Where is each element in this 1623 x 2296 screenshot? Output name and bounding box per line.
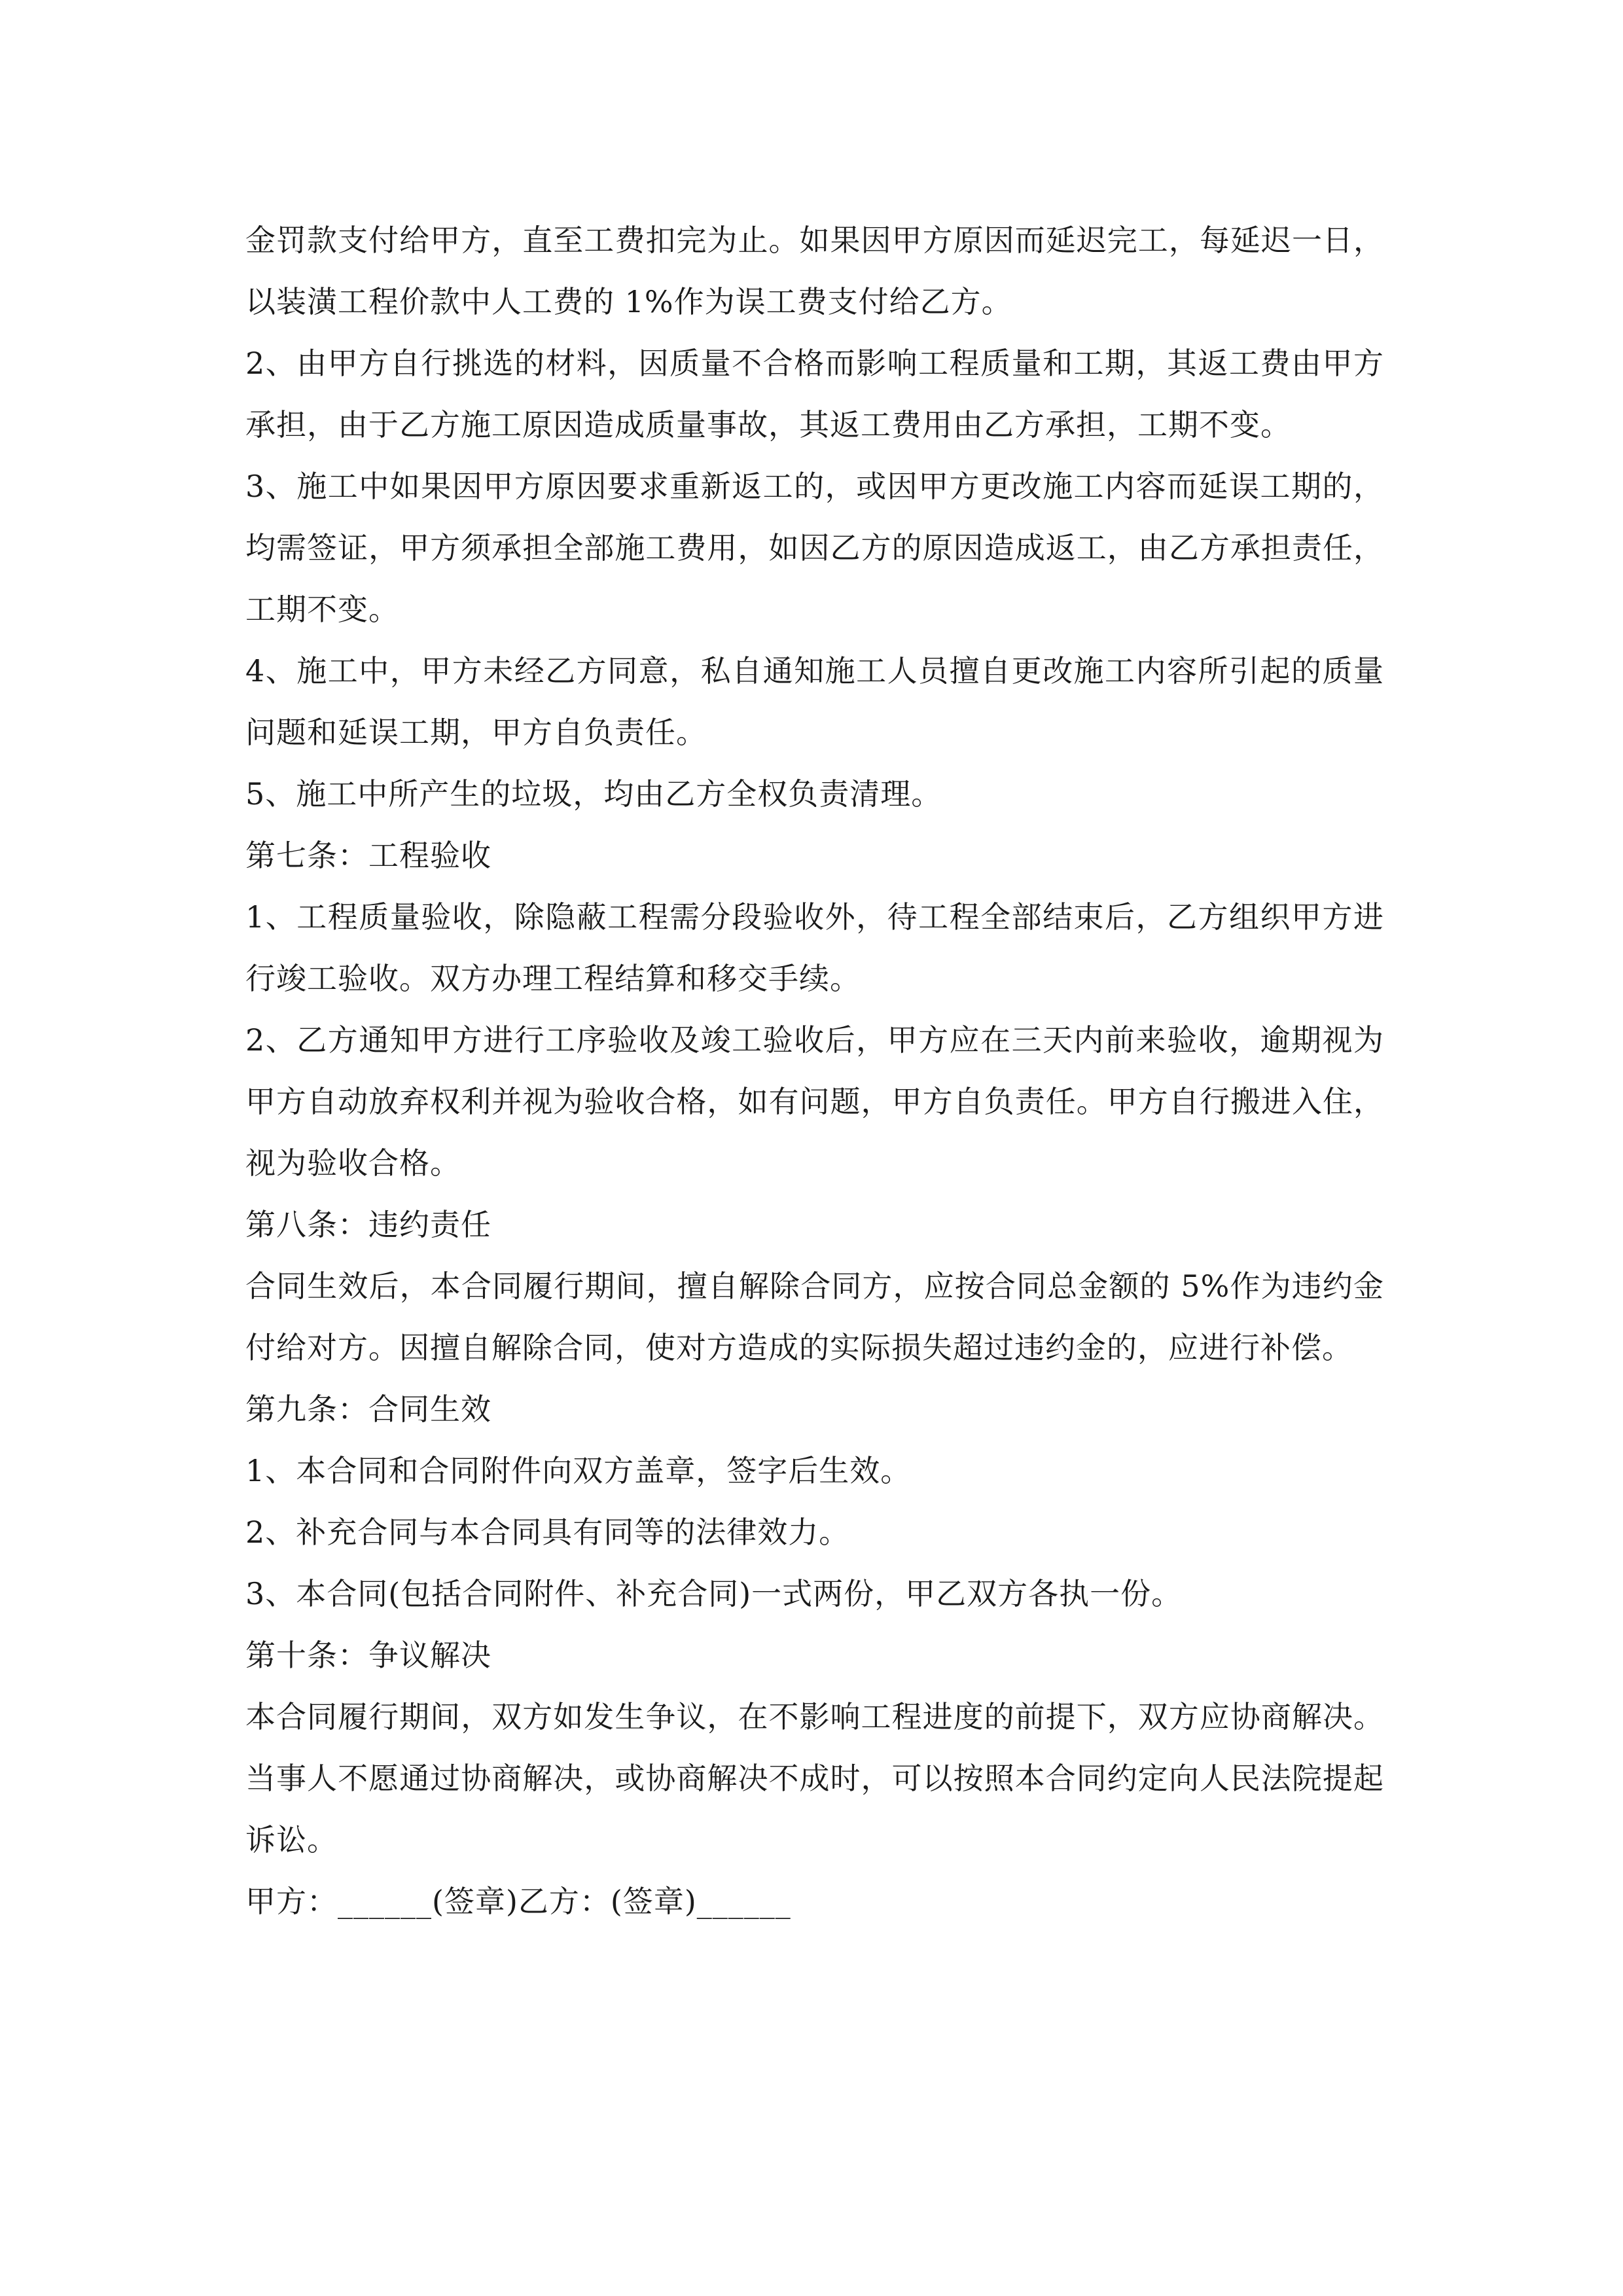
signature-line: 甲方：______(签章)乙方：(签章)______ bbox=[245, 1884, 791, 1919]
paragraph-dispute: 本合同履行期间，双方如发生争议，在不影响工程进度的前提下，双方应协商解决。当事人不愿通过协商解决，或协商解决不成时，可以按照本合同约定向人民法院提起诉讼。 bbox=[245, 1699, 1384, 1857]
paragraph-unauthorized-change: 4、施工中，甲方未经乙方同意，私自通知施工人员擅自更改施工内容所引起的质量问题和延误工期，甲方自负责任。 bbox=[245, 653, 1384, 750]
paragraph-breach: 合同生效后，本合同履行期间，擅自解除合同方，应按合同总金额的 5%作为违约金付给对方。因擅自解除合同，使对方造成的实际损失超过违约金的，应进行补偿。 bbox=[245, 1268, 1384, 1365]
paragraph-rework: 3、施工中如果因甲方原因要求重新返工的，或因甲方更改施工内容而延误工期的，均需签证，甲方须承担全部施工费用，如因乙方的原因造成返工，由乙方承担责任，工期不变。 bbox=[245, 469, 1384, 627]
section-heading-dispute: 第十条：争议解决 bbox=[245, 1638, 491, 1673]
paragraph-effective-2: 2、补充合同与本合同具有同等的法律效力。 bbox=[245, 1515, 850, 1550]
section-heading-acceptance: 第七条：工程验收 bbox=[245, 838, 491, 873]
paragraph-waste-cleanup: 5、施工中所产生的垃圾，均由乙方全权负责清理。 bbox=[245, 776, 942, 812]
paragraph-effective-3: 3、本合同(包括合同附件、补充合同)一式两份，甲乙双方各执一份。 bbox=[245, 1576, 1183, 1611]
contract-body bbox=[245, 209, 1384, 1932]
paragraph-quality-acceptance: 1、工程质量验收，除隐蔽工程需分段验收外，待工程全部结束后，乙方组织甲方进行竣工验收。双方办理工程结算和移交手续。 bbox=[245, 899, 1384, 996]
section-heading-liability: 第八条：违约责任 bbox=[245, 1207, 491, 1242]
paragraph-material-quality: 2、由甲方自行挑选的材料，因质量不合格而影响工程质量和工期，其返工费由甲方承担，由于乙方施工原因造成质量事故，其返工费用由乙方承担，工期不变。 bbox=[245, 346, 1384, 442]
paragraph-acceptance-notice: 2、乙方通知甲方进行工序验收及竣工验收后，甲方应在三天内前来验收，逾期视为甲方自动放弃权利并视为验收合格，如有问题，甲方自负责任。甲方自行搬进入住，视为验收合格。 bbox=[245, 1022, 1384, 1181]
paragraph-effective-1: 1、本合同和合同附件向双方盖章，签字后生效。 bbox=[245, 1453, 912, 1488]
paragraph-penalty-delay: 金罚款支付给甲方，直至工费扣完为止。如果因甲方原因而延迟完工，每延迟一日，以装潢工程价款中人工费的 1%作为误工费支付给乙方。 bbox=[245, 223, 1384, 319]
section-heading-effectiveness: 第九条：合同生效 bbox=[245, 1391, 491, 1427]
